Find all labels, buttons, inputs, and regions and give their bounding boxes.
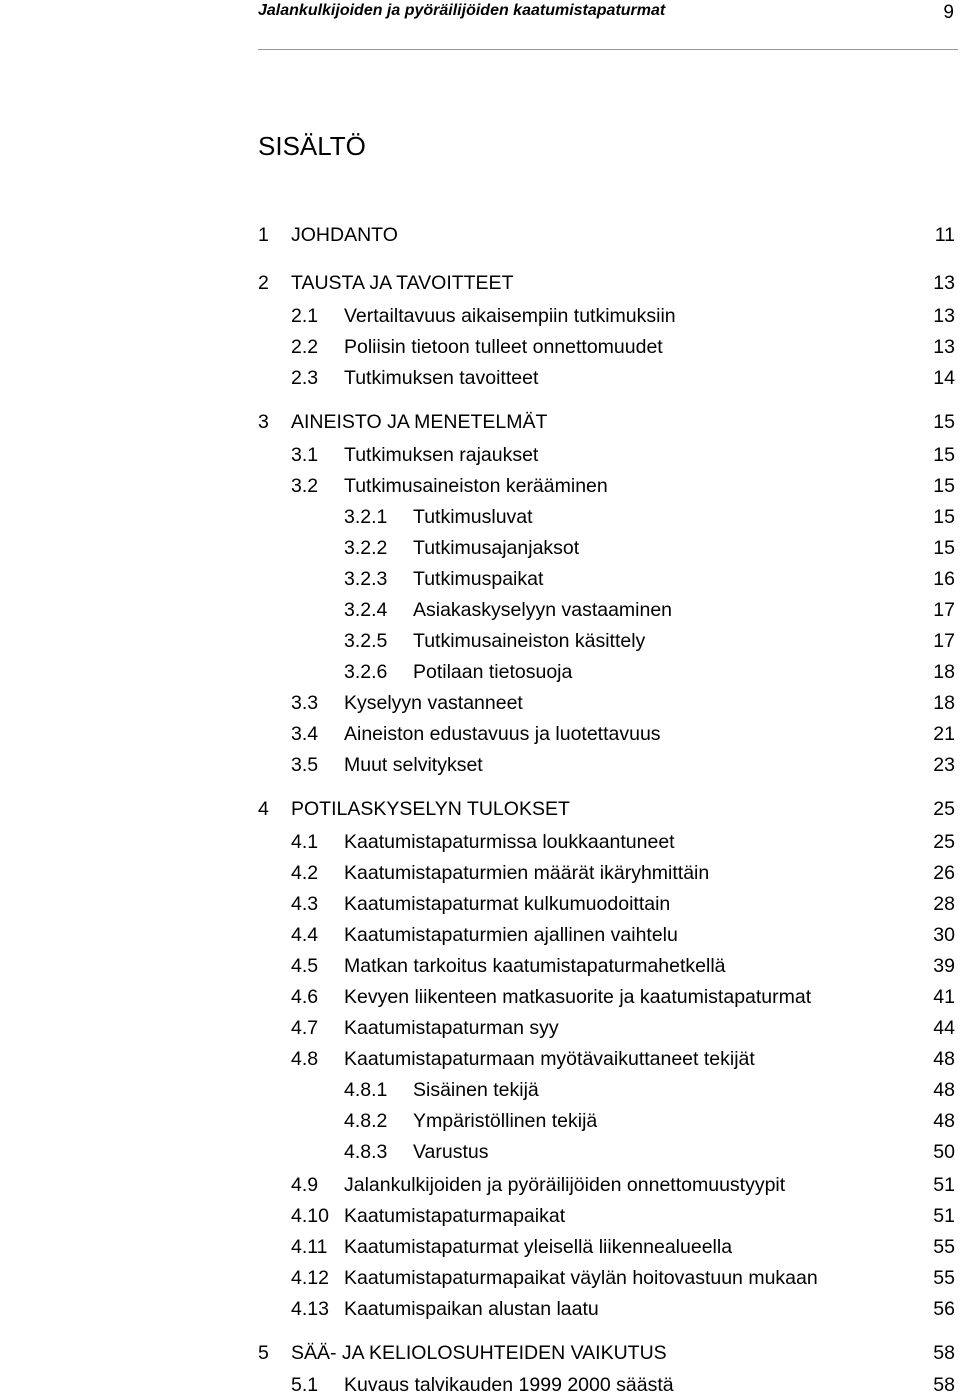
toc-entry-page: 51 — [933, 1205, 955, 1227]
toc-entry-title: Sisäinen tekijä — [413, 1079, 539, 1101]
toc-entry-page: 55 — [933, 1267, 955, 1289]
toc-entry-title: Muut selvitykset — [344, 754, 483, 776]
toc-entry-title: Vertailtavuus aikaisempiin tutkimuksiin — [344, 305, 676, 327]
toc-entry-title: Kaatumistapaturmapaikat — [344, 1205, 566, 1227]
toc-entry-title: Kuvaus talvikauden 1999 2000 säästä — [344, 1374, 674, 1396]
toc-entry — [258, 504, 955, 530]
toc-entry-page: 14 — [933, 367, 955, 389]
toc-entry-page: 58 — [933, 1374, 955, 1396]
toc-entry-page: 13 — [933, 272, 955, 294]
toc-entry — [258, 922, 955, 948]
toc-entry-number: 3.2 — [291, 475, 319, 497]
toc-entry-number: 5.1 — [291, 1374, 319, 1396]
toc-entry-title: POTILASKYSELYN TULOKSET — [291, 798, 570, 820]
toc-entry — [258, 1340, 955, 1366]
toc-entry-page: 15 — [933, 411, 955, 433]
toc-entry-page: 18 — [933, 692, 955, 714]
toc-entry-title: Tutkimuspaikat — [413, 568, 544, 590]
toc-entry — [258, 1108, 955, 1134]
toc-entry-title: Potilaan tietosuoja — [413, 661, 573, 683]
toc-entry-title: Kaatumistapaturmat yleisellä liikennealueella — [344, 1236, 733, 1258]
toc-entry — [258, 953, 955, 979]
toc-entry-number: 4.8 — [291, 1048, 319, 1070]
toc-entry-number: 1 — [258, 224, 269, 246]
toc-entry-page: 25 — [933, 831, 955, 853]
toc-entry-page: 55 — [933, 1236, 955, 1258]
toc-entry-number: 4.5 — [291, 955, 319, 977]
toc-heading: SISÄLTÖ — [258, 131, 366, 161]
toc-entry-title: Kaatumistapaturmapaikat väylän hoitovastuun mukaan — [344, 1267, 818, 1289]
toc-entry — [258, 303, 955, 329]
toc-entry-title: TAUSTA JA TAVOITTEET — [291, 272, 514, 294]
toc-entry — [258, 473, 955, 499]
toc-entry-page: 56 — [933, 1298, 955, 1320]
toc-entry-page: 15 — [933, 537, 955, 559]
toc-entry-title: Kaatumistapaturmaan myötävaikuttaneet tekijät — [344, 1048, 755, 1070]
toc-entry-title: Tutkimusaineiston kerääminen — [344, 475, 608, 497]
toc-entry — [258, 222, 955, 248]
toc-entry — [258, 1265, 955, 1291]
toc-entry-number: 2.1 — [291, 305, 319, 327]
toc-entry-number: 2 — [258, 272, 269, 294]
toc-entry — [258, 984, 955, 1010]
toc-entry — [258, 721, 955, 747]
toc-entry-title: Kaatumistapaturmat kulkumuodoittain — [344, 893, 671, 915]
toc-entry — [258, 1139, 955, 1165]
toc-entry-page: 18 — [933, 661, 955, 683]
toc-entry-page: 48 — [933, 1110, 955, 1132]
toc-entry-number: 2.2 — [291, 336, 319, 358]
toc-entry-title: Ympäristöllinen tekijä — [413, 1110, 598, 1132]
toc-entry-title: Matkan tarkoitus kaatumistapaturmahetkellä — [344, 955, 726, 977]
toc-entry-page: 21 — [933, 723, 955, 745]
header-divider — [258, 49, 958, 50]
toc-entry-page: 17 — [933, 599, 955, 621]
toc-entry-page: 41 — [933, 986, 955, 1008]
toc-entry-page: 17 — [933, 630, 955, 652]
toc-entry-number: 4.8.2 — [344, 1110, 388, 1132]
toc-entry-number: 3.4 — [291, 723, 319, 745]
page-number: 9 — [943, 2, 954, 23]
toc-entry-page: 30 — [933, 924, 955, 946]
toc-entry-page: 48 — [933, 1048, 955, 1070]
toc-entry-page: 15 — [933, 506, 955, 528]
toc-entry-title: Poliisin tietoon tulleet onnettomuudet — [344, 336, 663, 358]
toc-entry-number: 5 — [258, 1342, 269, 1364]
toc-entry-title: Kyselyyn vastanneet — [344, 692, 523, 714]
toc-entry-number: 3.2.2 — [344, 537, 388, 559]
toc-entry — [258, 566, 955, 592]
toc-entry-number: 4.13 — [291, 1298, 329, 1320]
toc-entry-number: 4.4 — [291, 924, 319, 946]
toc-entry-title: Kaatumistapaturman syy — [344, 1017, 559, 1039]
toc-entry-number: 4.9 — [291, 1174, 319, 1196]
toc-entry-title: Tutkimusajanjaksot — [413, 537, 580, 559]
toc-entry-page: 15 — [933, 475, 955, 497]
toc-entry-number: 3 — [258, 411, 269, 433]
toc-entry-title: AINEISTO JA MENETELMÄT — [291, 411, 548, 433]
toc-entry-title: Varustus — [413, 1141, 489, 1163]
toc-entry-page: 13 — [933, 305, 955, 327]
toc-entry-page: 11 — [934, 224, 955, 246]
toc-entry-number: 4.11 — [291, 1236, 328, 1258]
toc-entry — [258, 860, 955, 886]
toc-entry-number: 4.10 — [291, 1205, 329, 1227]
toc-entry-number: 4.8.1 — [344, 1079, 388, 1101]
toc-entry-number: 3.2.1 — [344, 506, 388, 528]
toc-entry — [258, 1372, 955, 1398]
toc-entry-number: 4.2 — [291, 862, 319, 884]
toc-entry-title: Kaatumistapaturmissa loukkaantuneet — [344, 831, 675, 853]
toc-entry — [258, 1172, 955, 1198]
toc-entry — [258, 796, 955, 822]
toc-entry-page: 23 — [933, 754, 955, 776]
toc-entry — [258, 1296, 955, 1322]
toc-entry — [258, 1046, 955, 1072]
toc-entry — [258, 334, 955, 360]
toc-entry-page: 25 — [933, 798, 955, 820]
toc-entry — [258, 1077, 955, 1103]
toc-entry-page: 15 — [933, 444, 955, 466]
toc-entry-title: Kaatumistapaturmien määrät ikäryhmittäin — [344, 862, 710, 884]
toc-entry — [258, 442, 955, 468]
toc-entry — [258, 270, 955, 296]
toc-entry — [258, 597, 955, 623]
toc-entry-page: 48 — [933, 1079, 955, 1101]
toc-entry-title: Aineiston edustavuus ja luotettavuus — [344, 723, 661, 745]
toc-entry-number: 4 — [258, 798, 269, 820]
toc-entry-title: Jalankulkijoiden ja pyöräilijöiden onnettomuustyypit — [344, 1174, 786, 1196]
toc-entry — [258, 409, 955, 435]
toc-entry-number: 4.1 — [291, 831, 319, 853]
toc-entry-number: 3.3 — [291, 692, 319, 714]
toc-entry-title: JOHDANTO — [291, 224, 398, 246]
toc-entry-title: Kaatumistapaturmien ajallinen vaihtelu — [344, 924, 678, 946]
toc-entry-page: 16 — [933, 568, 955, 590]
toc-entry — [258, 535, 955, 561]
toc-entry-number: 3.2.3 — [344, 568, 388, 590]
toc-entry — [258, 1203, 955, 1229]
toc-entry-number: 4.6 — [291, 986, 319, 1008]
toc-entry-title: Asiakaskyselyyn vastaaminen — [413, 599, 673, 621]
toc-entry-number: 4.3 — [291, 893, 319, 915]
toc-entry-page: 28 — [933, 893, 955, 915]
toc-entry — [258, 1234, 955, 1260]
toc-entry-number: 3.5 — [291, 754, 319, 776]
toc-entry-number: 4.7 — [291, 1017, 319, 1039]
toc-entry-number: 2.3 — [291, 367, 319, 389]
toc-entry — [258, 1015, 955, 1041]
toc-entry-number: 3.2.6 — [344, 661, 388, 683]
toc-entry-title: Tutkimusaineiston käsittely — [413, 630, 646, 652]
toc-entry-title: Tutkimuksen rajaukset — [344, 444, 539, 466]
toc-entry — [258, 659, 955, 685]
toc-entry-title: Tutkimuksen tavoitteet — [344, 367, 539, 389]
toc-entry — [258, 365, 955, 391]
toc-entry — [258, 829, 955, 855]
toc-entry-number: 4.12 — [291, 1267, 329, 1289]
running-title: Jalankulkijoiden ja pyöräilijöiden kaatumistapaturmat — [258, 2, 666, 19]
toc-entry-page: 44 — [933, 1017, 955, 1039]
toc-entry-page: 39 — [933, 955, 955, 977]
toc-entry-number: 3.2.4 — [344, 599, 388, 621]
toc-entry-number: 4.8.3 — [344, 1141, 388, 1163]
toc-entry-title: Tutkimusluvat — [413, 506, 533, 528]
toc-entry-title: Kevyen liikenteen matkasuorite ja kaatumistapaturmat — [344, 986, 812, 1008]
toc-entry-page: 58 — [933, 1342, 955, 1364]
toc-entry — [258, 628, 955, 654]
toc-entry-page: 26 — [933, 862, 955, 884]
toc-entry — [258, 891, 955, 917]
toc-entry — [258, 752, 955, 778]
page-header — [258, 0, 958, 50]
toc-entry-page: 51 — [933, 1174, 955, 1196]
toc-entry-title: SÄÄ- JA KELIOLOSUHTEIDEN VAIKUTUS — [291, 1342, 667, 1364]
toc-entry-page: 13 — [933, 336, 955, 358]
toc-entry — [258, 690, 955, 716]
toc-entry-page: 50 — [933, 1141, 955, 1163]
toc-entry-number: 3.1 — [291, 444, 319, 466]
toc-entry-number: 3.2.5 — [344, 630, 388, 652]
toc-entry-title: Kaatumispaikan alustan laatu — [344, 1298, 599, 1320]
